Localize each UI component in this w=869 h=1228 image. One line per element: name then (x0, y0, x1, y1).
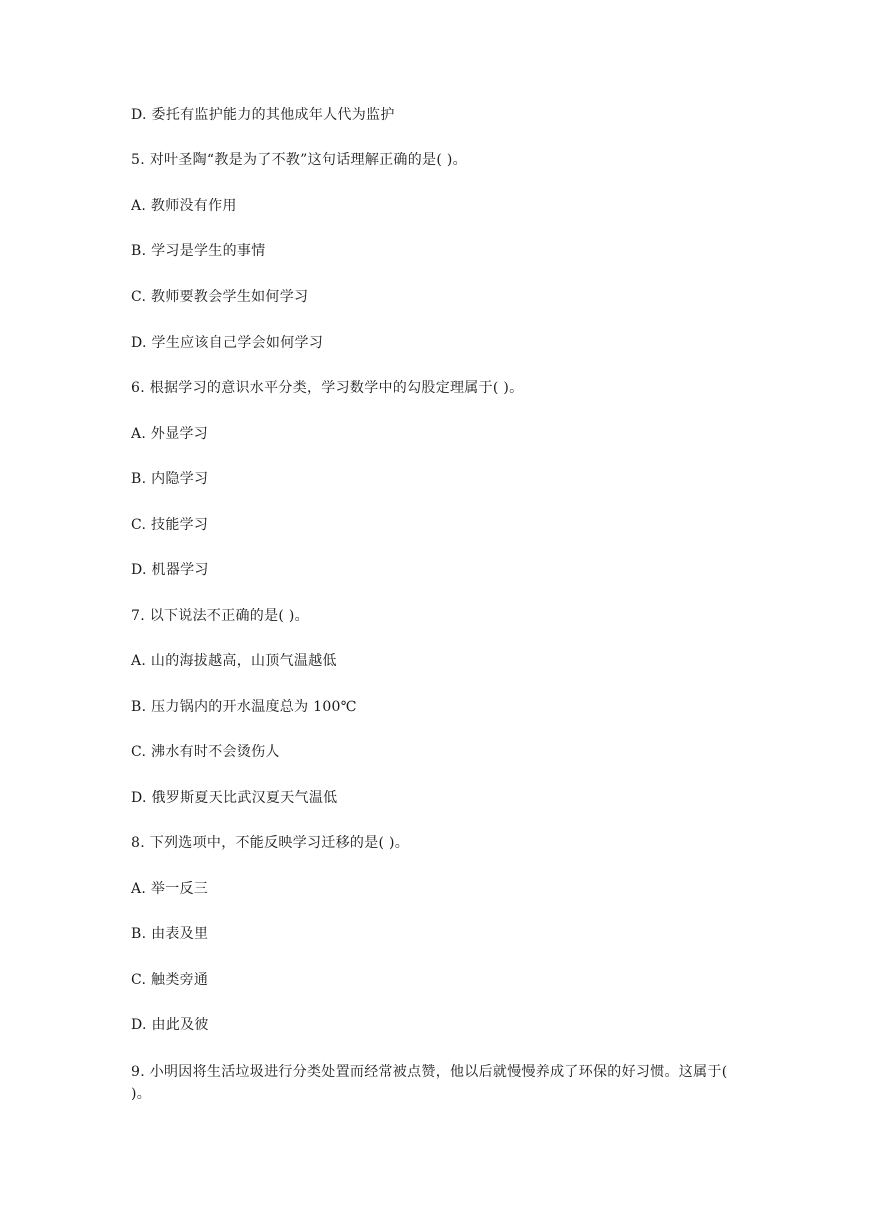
q5-option-a: A. 教师没有作用 (131, 198, 237, 214)
q8-option-b: B. 由表及里 (131, 926, 209, 942)
q6-option-b: B. 内隐学习 (131, 471, 209, 487)
q6-option-a: A. 外显学习 (131, 426, 209, 442)
q5-option-b: B. 学习是学生的事情 (131, 243, 266, 259)
question-6: 6. 根据学习的意识水平分类，学习数学中的勾股定理属于( )。 (131, 380, 524, 396)
q7-option-c: C. 沸水有时不会烫伤人 (131, 744, 280, 760)
q6-option-d: D. 机器学习 (131, 562, 209, 578)
question-7: 7. 以下说法不正确的是( )。 (131, 608, 309, 624)
q7-option-d: D. 俄罗斯夏天比武汉夏天气温低 (131, 790, 338, 806)
question-5: 5. 对叶圣陶“教是为了不教”这句话理解正确的是( )。 (131, 152, 467, 168)
q5-option-d: D. 学生应该自己学会如何学习 (131, 335, 324, 351)
q7-option-b: B. 压力锅内的开水温度总为 100℃ (131, 699, 357, 715)
q8-option-d: D. 由此及彼 (131, 1017, 209, 1033)
q4-option-d: D. 委托有监护能力的其他成年人代为监护 (131, 107, 395, 123)
question-9: 9. 小明因将生活垃圾进行分类处置而经常被点赞，他以后就慢慢养成了环保的好习惯。这属于( )。 (131, 1064, 728, 1102)
q7-option-a: A. 山的海拔越高，山顶气温越低 (131, 653, 337, 669)
q8-option-c: C. 触类旁通 (131, 972, 209, 988)
q5-option-c: C. 教师要教会学生如何学习 (131, 289, 309, 305)
question-8: 8. 下列选项中，不能反映学习迁移的是( )。 (131, 835, 410, 851)
q8-option-a: A. 举一反三 (131, 881, 209, 897)
q6-option-c: C. 技能学习 (131, 517, 209, 533)
